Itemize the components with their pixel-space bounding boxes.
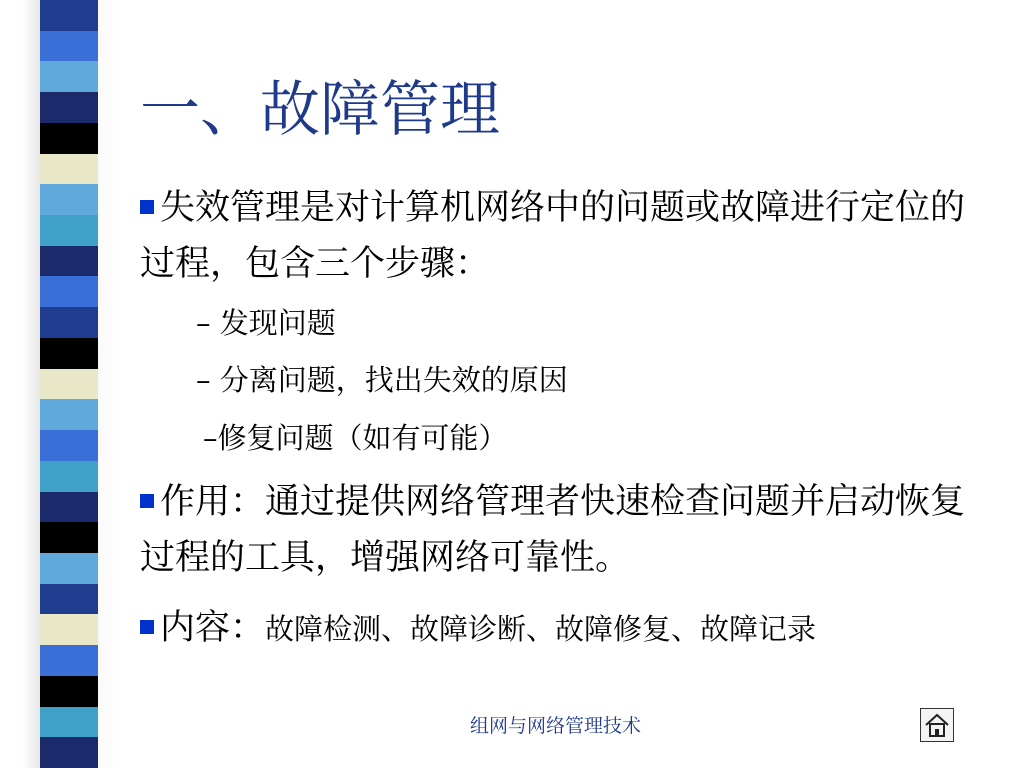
decorative-stripe: [40, 430, 98, 462]
left-decorative-stripes: [40, 0, 98, 768]
decorative-stripe: [40, 522, 98, 554]
bullet-items: 故障检测、故障诊断、故障修复、故障记录: [265, 612, 817, 646]
bullet-text: 作用：通过提供网络管理者快速检查问题并启动恢复过程的工具，增强网络可靠性。: [140, 482, 966, 578]
decorative-stripe: [40, 461, 98, 493]
slide-title: 一、故障管理: [140, 75, 500, 145]
decorative-stripe: [40, 31, 98, 63]
bullet-text: 失效管理是对计算机网络中的问题或故障进行定位的过程，包含三个步骤：: [140, 188, 966, 284]
slide-footer: 组网与网络管理技术: [470, 715, 642, 737]
bullet-label: 内容：: [160, 608, 266, 648]
bullet-purpose: [140, 474, 970, 586]
decorative-stripe: [40, 584, 98, 616]
decorative-stripe: [40, 737, 98, 768]
square-bullet-icon: [140, 620, 154, 634]
decorative-stripe: [40, 276, 98, 308]
bullet-fault-management-definition: [140, 180, 970, 292]
decorative-stripe: [40, 92, 98, 124]
sub-step-isolate: – 分离问题，找出失效的原因: [196, 363, 568, 397]
decorative-stripe: [40, 154, 98, 186]
sub-step-repair: –修复问题（如有可能）: [203, 421, 508, 455]
decorative-stripe: [40, 707, 98, 739]
decorative-stripe: [40, 614, 98, 646]
decorative-stripe: [40, 215, 98, 247]
decorative-stripe: [40, 123, 98, 155]
home-button[interactable]: [920, 708, 954, 742]
decorative-stripe: [40, 676, 98, 708]
decorative-stripe: [40, 246, 98, 278]
bullet-content: [140, 600, 970, 657]
decorative-stripe: [40, 369, 98, 401]
sub-step-discover: – 发现问题: [196, 306, 336, 340]
decorative-stripe: [40, 492, 98, 524]
decorative-stripe: [40, 184, 98, 216]
square-bullet-icon: [140, 494, 154, 508]
decorative-stripe: [40, 0, 98, 32]
decorative-stripe: [40, 553, 98, 585]
home-icon: [921, 709, 953, 741]
decorative-stripe: [40, 307, 98, 339]
decorative-stripe: [40, 338, 98, 370]
decorative-stripe: [40, 645, 98, 677]
square-bullet-icon: [140, 200, 154, 214]
decorative-stripe: [40, 61, 98, 93]
decorative-stripe: [40, 399, 98, 431]
